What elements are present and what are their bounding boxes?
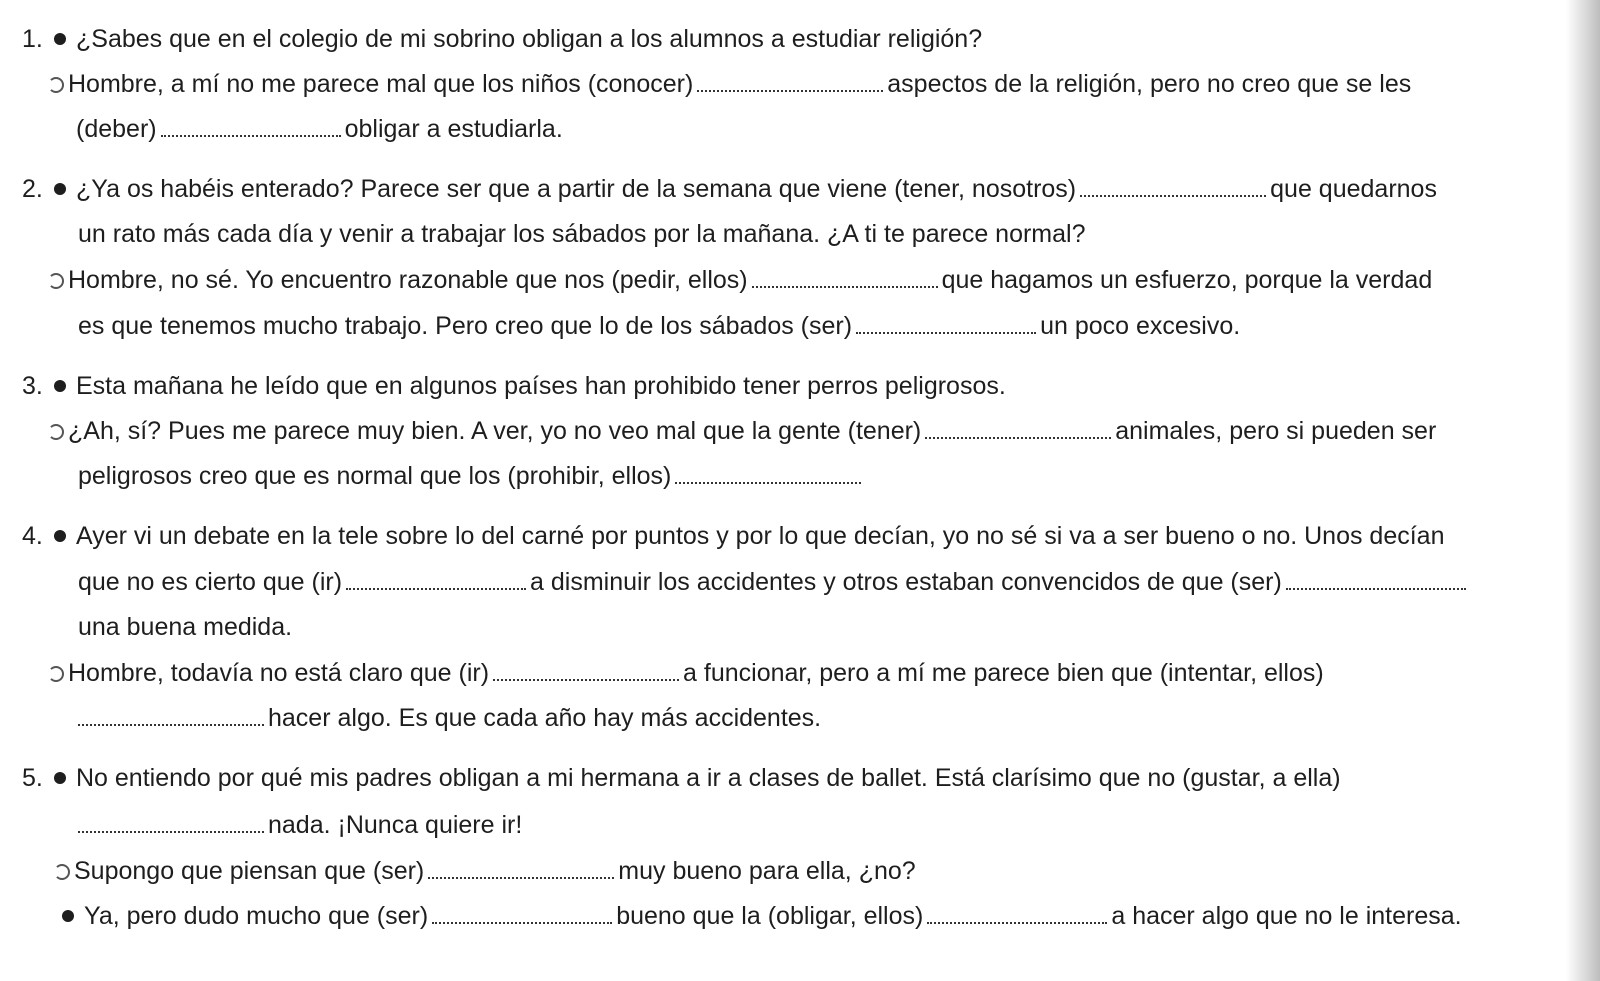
answer-blank[interactable] xyxy=(675,474,861,484)
exercise-text: a disminuir los accidentes y otros estaban convencidos de que (ser) xyxy=(530,568,1282,596)
exercise-4-line-4 xyxy=(54,658,1324,688)
exercise-text: animales, pero si pueden ser xyxy=(1115,417,1437,445)
answer-blank[interactable] xyxy=(927,914,1107,924)
exercise-text: obligar a estudiarla. xyxy=(344,115,563,143)
answer-blank[interactable] xyxy=(925,429,1111,439)
speaker-b-bullet-icon xyxy=(60,863,70,879)
exercise-text: Supongo que piensan que (ser) xyxy=(74,857,425,885)
exercise-1-line-2 xyxy=(54,69,1411,99)
speaker-a-bullet-icon xyxy=(54,33,66,45)
answer-blank[interactable] xyxy=(78,823,264,833)
exercise-1-line-1 xyxy=(22,24,982,54)
exercise-number: 4. xyxy=(22,522,43,550)
exercise-number: 5. xyxy=(22,764,43,792)
exercise-text: muy bueno para ella, ¿no? xyxy=(618,857,916,885)
answer-blank[interactable] xyxy=(428,869,614,879)
answer-blank[interactable] xyxy=(1080,187,1266,197)
exercise-4-line-2 xyxy=(78,567,1470,597)
speaker-b-bullet-icon xyxy=(54,423,64,439)
answer-blank[interactable] xyxy=(346,580,526,590)
exercise-text: (deber) xyxy=(76,115,157,143)
exercise-number: 2. xyxy=(22,175,43,203)
exercise-3-line-1 xyxy=(22,371,1006,401)
exercise-text: es que tenemos mucho trabajo. Pero creo que lo de los sábados (ser) xyxy=(78,312,853,340)
speaker-b-bullet-icon xyxy=(54,665,64,681)
speaker-b-bullet-icon xyxy=(54,272,64,288)
speaker-a-bullet-icon xyxy=(54,183,66,195)
answer-blank[interactable] xyxy=(1286,580,1466,590)
answer-blank[interactable] xyxy=(161,127,341,137)
exercise-text: a funcionar, pero a mí me parece bien que (intentar, ellos) xyxy=(683,659,1324,687)
exercise-text: nada. ¡Nunca quiere ir! xyxy=(268,811,523,839)
exercise-text: que quedarnos xyxy=(1270,175,1437,203)
exercise-text: ¿Sabes que en el colegio de mi sobrino obligan a los alumnos a estudiar religión? xyxy=(76,25,983,53)
answer-blank[interactable] xyxy=(78,716,264,726)
answer-blank[interactable] xyxy=(493,671,679,681)
page-edge-shadow xyxy=(1566,0,1600,981)
exercise-text: que hagamos un esfuerzo, porque la verdad xyxy=(941,266,1433,294)
exercise-3-line-3 xyxy=(78,461,865,491)
exercise-5-line-1 xyxy=(22,763,1341,793)
speaker-a-bullet-icon xyxy=(54,530,66,542)
exercise-2-line-3 xyxy=(54,265,1432,295)
answer-blank[interactable] xyxy=(432,914,612,924)
exercise-number: 1. xyxy=(22,25,43,53)
exercise-5-line-2 xyxy=(74,810,522,840)
exercise-text: Hombre, todavía no está claro que (ir) xyxy=(68,659,490,687)
exercise-text: un poco excesivo. xyxy=(1040,312,1241,340)
speaker-a-bullet-icon xyxy=(62,910,74,922)
exercise-text: ¿Ya os habéis enterado? Parece ser que a partir de la semana que viene (tener, nosotros) xyxy=(76,175,1077,203)
exercise-text: a hacer algo que no le interesa. xyxy=(1111,902,1462,930)
exercise-text: Ya, pero dudo mucho que (ser) xyxy=(84,902,429,930)
exercise-text: bueno que la (obligar, ellos) xyxy=(616,902,924,930)
exercise-text: aspectos de la religión, pero no creo que se les xyxy=(887,70,1412,98)
exercise-1-line-3 xyxy=(76,114,563,144)
exercise-3-line-2 xyxy=(54,416,1436,446)
exercise-5-line-4 xyxy=(60,901,1462,931)
exercise-4-line-3 xyxy=(78,612,292,642)
exercise-text: un rato más cada día y venir a trabajar los sábados por la mañana. ¿A ti te parece normal? xyxy=(78,220,1086,248)
exercise-2-line-2 xyxy=(78,219,1086,249)
answer-blank[interactable] xyxy=(752,278,938,288)
exercise-text: una buena medida. xyxy=(78,613,293,641)
exercise-text: No entiendo por qué mis padres obligan a mi hermana a ir a clases de ballet. Está clarísimo que no (gustar, a ella) xyxy=(76,764,1341,792)
exercise-2-line-4 xyxy=(78,311,1240,341)
exercise-text: Esta mañana he leído que en algunos países han prohibido tener perros peligrosos. xyxy=(76,372,1006,400)
exercise-2-line-1 xyxy=(22,174,1437,204)
speaker-a-bullet-icon xyxy=(54,772,66,784)
exercise-text: Ayer vi un debate en la tele sobre lo del carné por puntos y por lo que decían, yo no sé si va a ser bueno o no. Unos decían xyxy=(76,522,1445,550)
exercise-4-line-1 xyxy=(22,521,1444,551)
answer-blank[interactable] xyxy=(697,82,883,92)
exercise-text: ¿Ah, sí? Pues me parece muy bien. A ver, yo no veo mal que la gente (tener) xyxy=(68,417,922,445)
speaker-a-bullet-icon xyxy=(54,380,66,392)
exercise-4-line-5 xyxy=(74,703,821,733)
answer-blank[interactable] xyxy=(856,324,1036,334)
exercise-text: peligrosos creo que es normal que los (prohibir, ellos) xyxy=(78,462,672,490)
exercise-number: 3. xyxy=(22,372,43,400)
exercise-5-line-3 xyxy=(60,856,916,886)
exercise-text: hacer algo. Es que cada año hay más accidentes. xyxy=(268,704,822,732)
exercise-text: Hombre, a mí no me parece mal que los niños (conocer) xyxy=(68,70,694,98)
speaker-b-bullet-icon xyxy=(54,76,64,92)
exercise-text: Hombre, no sé. Yo encuentro razonable que nos (pedir, ellos) xyxy=(68,266,748,294)
exercise-text: que no es cierto que (ir) xyxy=(78,568,343,596)
